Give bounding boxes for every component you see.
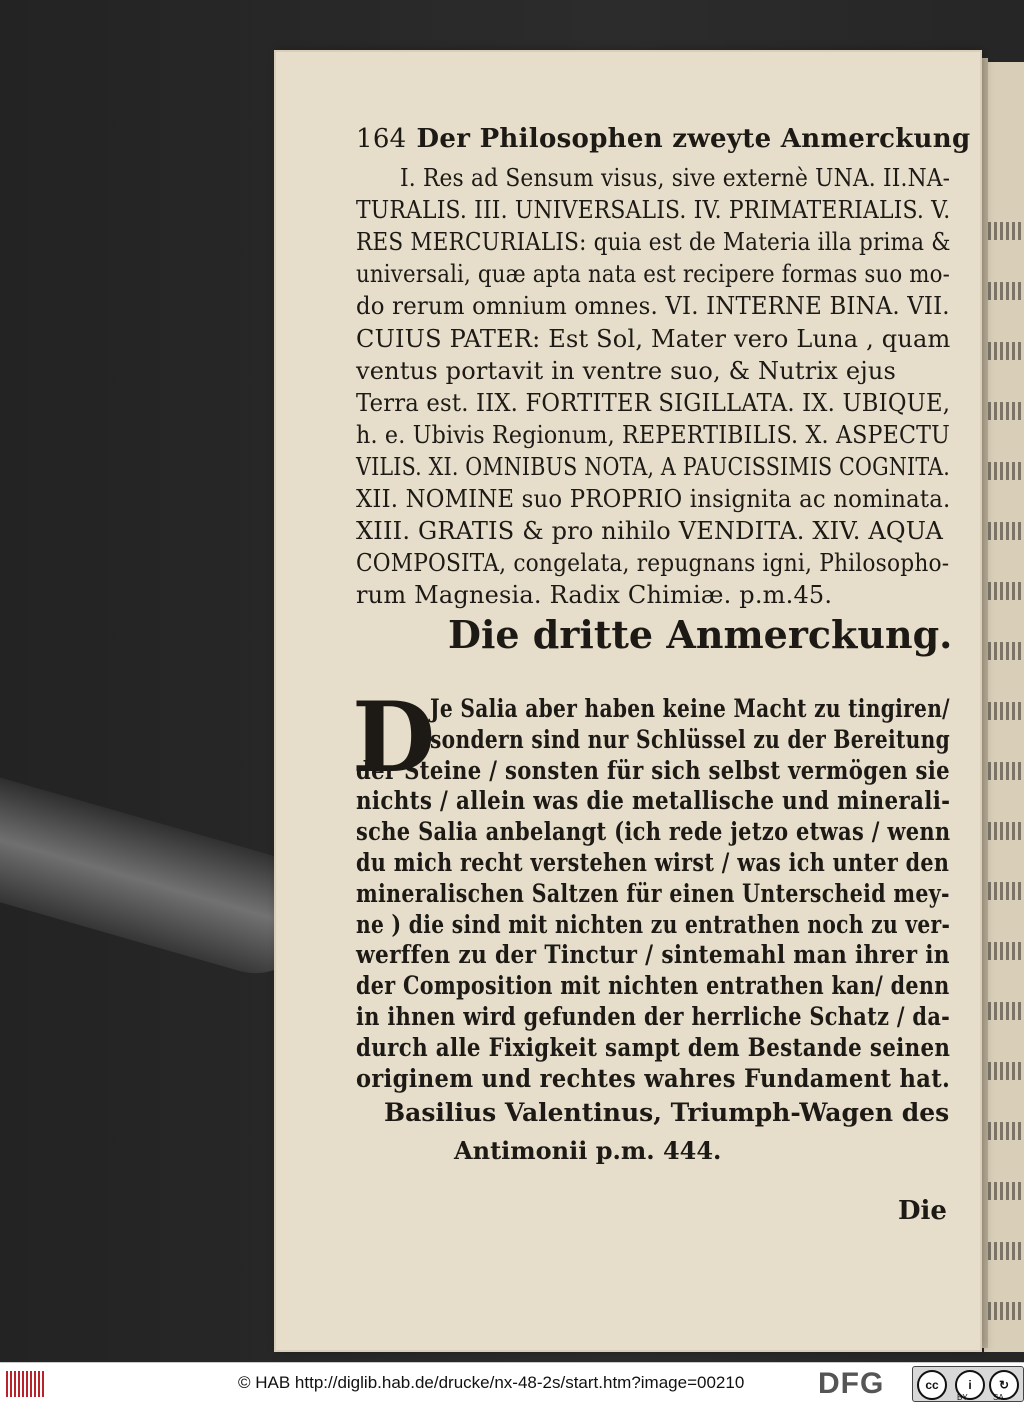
german-line: in ihnen wird gefunden der herrliche Schatz / da-: [356, 1002, 951, 1031]
german-line: der Steine / sonsten für sich selbst vermögen sie: [356, 755, 950, 785]
latin-line: ventus portavit in ventre suo, & Nutrix ejus: [356, 356, 897, 385]
german-line: ne ) die sind mit nichten zu entrathen noch zu ver-: [356, 909, 951, 939]
section-heading: Die dritte Anmerckung.: [448, 612, 953, 657]
adjacent-page-fragment: [984, 62, 1024, 1352]
latin-line: VILIS. XI. OMNIBUS NOTA, A PAUCISSIMIS COGNITA.: [356, 452, 950, 481]
dfg-logo[interactable]: DFG: [818, 1367, 885, 1400]
latin-line: XII. NOMINE suo PROPRIO insignita ac nominata.: [356, 485, 951, 513]
latin-line: Terra est. IIX. FORTITER SIGILLATA. IX. UBIQUE,: [356, 388, 951, 417]
creative-commons-badge[interactable]: [912, 1366, 1024, 1402]
latin-line: CUIUS PATER: Est Sol, Mater vero Luna , quam: [356, 324, 951, 353]
header-title: Der Philosophen zweyte Anmerckung: [416, 124, 971, 154]
german-line: sche Salia anbelangt (ich rede jetzo etwas / wenn: [356, 817, 951, 847]
by-label: BY: [957, 1393, 968, 1402]
by-icon: i: [955, 1370, 985, 1400]
page-number: 164: [356, 124, 407, 154]
german-line: durch alle Fixigkeit sampt dem Bestande seinen: [356, 1032, 951, 1062]
latin-line: rum Magnesia. Radix Chimiæ. p.m.45.: [356, 581, 833, 610]
sa-icon: ↻: [989, 1370, 1019, 1400]
drop-initial: D: [352, 681, 436, 794]
latin-line: COMPOSITA, congelata, repugnans igni, Philosopho-: [356, 549, 950, 578]
viewer-footer: [0, 1362, 1024, 1404]
latin-line: h. e. Ubivis Regionum, REPERTIBILIS. X. ASPECTU: [356, 420, 951, 449]
latin-line: TURALIS. III. UNIVERSALIS. IV. PRIMATERIALIS. V.: [356, 196, 951, 225]
latin-line: XIII. GRATIS & pro nihilo VENDITA. XIV. AQUA: [356, 517, 943, 546]
copyright-url[interactable]: © HAB http://diglib.hab.de/drucke/nx-48-2s/start.htm?image=00210: [238, 1373, 745, 1392]
running-header: [356, 124, 970, 154]
sa-label: SA: [993, 1393, 1004, 1402]
german-line: Je Salia aber haben keine Macht zu tingiren/: [430, 694, 950, 723]
cc-icon: cc: [917, 1370, 947, 1400]
german-line: sondern sind nur Schlüssel zu der Bereitung: [430, 724, 951, 754]
german-line: der Composition mit nichten entrathen kan/ denn: [356, 971, 950, 1001]
hab-logo-icon: [6, 1371, 44, 1397]
latin-line: I. Res ad Sensum visus, sive externè UNA. II.NA-: [400, 164, 951, 192]
german-line: nichts / allein was die metallische und minerali-: [356, 786, 951, 816]
latin-line: do rerum omnium omnes. VI. INTERNE BINA. VII.: [356, 292, 950, 321]
german-line: werffen zu der Tinctur / sintemahl man ihrer in: [356, 940, 950, 970]
attribution-line-2: Antimonii p.m. 444.: [454, 1136, 722, 1165]
latin-line: universali, quæ apta nata est recipere formas suo mo-: [356, 260, 951, 289]
attribution-line-1: Basilius Valentinus, Triumph-Wagen des: [384, 1098, 950, 1127]
german-line: du mich recht verstehen wirst / was ich unter den: [356, 848, 950, 877]
german-line: mineralischen Saltzen für einen Unterscheid mey-: [356, 878, 950, 908]
latin-line: RES MERCURIALIS: quia est de Materia illa prima &: [356, 228, 951, 257]
catchword: Die: [898, 1196, 947, 1226]
german-line: originem und rechtes wahres Fundament hat.: [356, 1063, 951, 1093]
